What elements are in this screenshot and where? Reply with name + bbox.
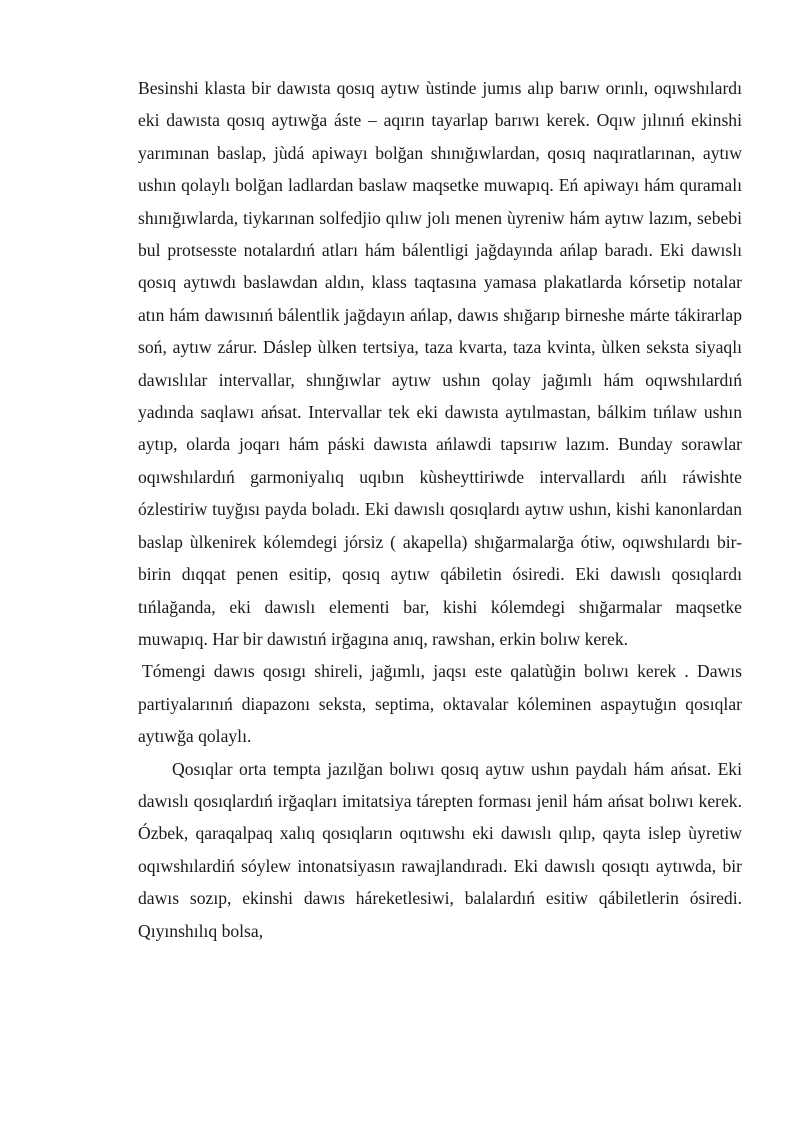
body-text (138, 72, 742, 947)
paragraph-3: Qosıqlar orta tempta jazılğan bolıwı qosıq aytıw ushın paydalı hám ańsat. Eki dawıslı qosıqlardıń irğaqları imitatsiya tárepten forması jenil hám ańsat bolıwı kerek. Ózbek, qaraqalpaq xalıq qosıqların oqıtıwshı eki dawıslı qılıp, qayta islep ùyretiw oqıwshılardiń sóylew intonatsiyasın rawajlandıradı. Eki dawıslı qosıqtı aytıwda, bir dawıs sozıp, ekinshi dawıs háreketlesiwi, balalardıń esitiw qábiletlerin ósiredi. Qıyınshılıq bolsa, (138, 758, 742, 941)
paragraph-1: Besinshi klasta bir dawısta qosıq aytıw ùstinde jumıs alıp barıw orınlı, oqıwshılardı eki dawısta qosıq aytıwğa áste – aqırın tayarlap barıwı kerek. Oqıw jılınıń ekinshi yarımınan baslap, jùdá apiwayı bolğan shınığıwlardan, qosıq naqıratlarınan, aytıw ushın qolaylı bolğan ladlardan baslaw maqsetke muwapıq. Eń apiwayı hám quramalı shınığıwlarda, tiykarınan solfedjio qılıw jolı menen ùyreniw hám aytıw lazım, sebebi bul protsesste notalardıń atları hám bálentligi jağdayında ańlap baradı. Eki dawıslı qosıq aytıwdı baslawdan aldın, klass taqtasına yamasa plakatlarda kórsetip notalar atın hám dawısınıń bálentlik jağdayın ańlap, dawıs shığarıp birneshe márte tákirarlap soń, aytıw zárur. Dáslep ùlken tertsiya, taza kvarta, taza kvinta, ùlken seksta siyaqlı dawıslılar intervallar, shınğıwlar aytıw ushın qolay jağımlı hám oqıwshılardıń yadında saqlawı ańsat. Intervallar tek eki dawısta aytılmastan, bálkim tıńlaw ushın aytıp, olarda joqarı hám páski dawısta ańlawdi tapsırıw lazım. Bunday sorawlar oqıwshılardıń garmoniyalıq uqıbın kùsheyttiriwde intervallardı ańlı ráwishte ózlestiriw tuyğısı payda boladı. Eki dawıslı qosıqlardı aytıw ushın, kishi kanonlardan baslap ùlkenirek kólemdegi jórsiz ( akapella) shığarmalarğa ótiw, oqıwshılardı bir- birin dıqqat penen esitip, qosıq aytıw qábiletin ósiredi. Eki dawıslı qosıqlardı tıńlağanda, eki dawıslı elementi bar, kishi kólemdegi shığarmalar maqsetke muwapıq. Har bir dawıstıń irğagına anıq, rawshan, erkin bolıw kerek. (138, 78, 742, 649)
paragraph-2: Tómengi dawıs qosıgı shireli, jağımlı, jaqsı este qalatùğin bolıwı kerek . Dawıs partiyalarınıń diapazonı seksta, septima, oktavalar kóleminen aspaytuğın qosıqlar aytıwğa qolaylı. (138, 661, 742, 747)
